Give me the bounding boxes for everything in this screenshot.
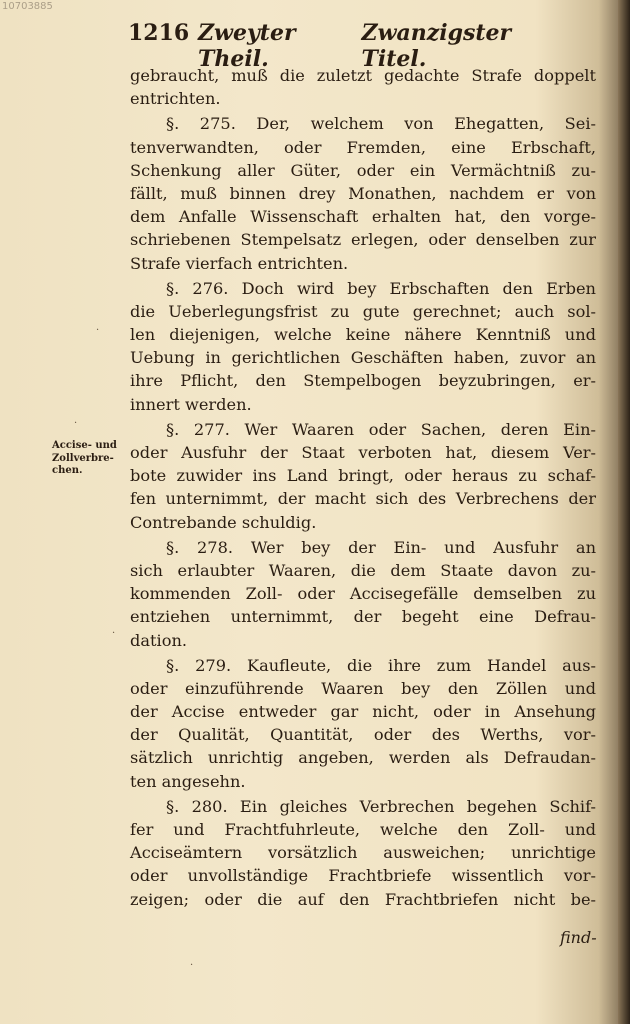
text-line: ten angesehn.: [130, 771, 246, 791]
text-line: fällt, muß binnen drey Monathen, nachdem er von: [130, 183, 596, 203]
text-line: Acciseämtern vorsätzlich ausweichen; unrichtige: [130, 843, 596, 863]
text-line: sich erlaubter Waaren, die dem Staate davon zu-: [130, 560, 596, 580]
text-line: dation.: [130, 630, 188, 650]
text-line: Uebung in gerichtlichen Geschäften haben, zuvor an: [130, 348, 596, 368]
text-line: schriebenen Stempelsatz erlegen, oder denselben zur: [130, 230, 596, 250]
text-line: §. 278. Wer bey der Ein- und Ausfuhr an: [166, 537, 596, 557]
margin-note-line: Accise- und: [52, 440, 117, 451]
text-line: oder unvollständige Frachtbriefe wissentlich vor-: [130, 866, 596, 886]
paragraph: [130, 277, 596, 416]
text-line: innert werden.: [130, 394, 252, 414]
text-line: entziehen unternimmt, der begeht eine Defrau-: [130, 607, 596, 627]
text-line: ihre Pflicht, den Stempelbogen beyzubringen, er-: [130, 371, 596, 391]
text-line: §. 275. Der, welchem von Ehegatten, Sei-: [166, 114, 596, 134]
paragraph: [130, 536, 596, 652]
paragraph: [130, 795, 596, 911]
text-line: der Accise entweder gar nicht, oder in Ansehung: [130, 702, 596, 722]
text-line: entrichten.: [130, 89, 221, 109]
paper-spot: ·: [96, 325, 100, 336]
paper-spot: ·: [112, 628, 116, 639]
page-number: 1216: [128, 20, 190, 46]
running-head-left: Zweyter Theil.: [198, 20, 296, 72]
catalog-number: 10703885: [2, 1, 53, 12]
text-line: dem Anfalle Wissenschaft erhalten hat, den vorge-: [130, 207, 596, 227]
page-edge-shadow: [618, 0, 630, 1024]
text-line: §. 277. Wer Waaren oder Sachen, deren Ein-: [166, 419, 596, 439]
running-head-right: Zwanzigster Titel.: [361, 20, 512, 72]
body-text: [130, 64, 596, 911]
text-line: fer und Frachtfuhrleute, welche den Zoll- und: [130, 820, 596, 839]
text-line: §. 279. Kaufleute, die ihre zum Handel aus-: [166, 655, 596, 675]
paragraph: [130, 418, 596, 534]
text-line: die Ueberlegungsfrist zu gute gerechnet; auch sol-: [130, 301, 596, 321]
text-line: bote zuwider ins Land bringt, oder heraus zu schaf-: [130, 466, 596, 486]
catchword: find-: [560, 928, 597, 947]
text-line: sätzlich unrichtig angeben, werden als Defraudan-: [130, 748, 596, 768]
text-line: §. 280. Ein gleiches Verbrechen begehen Schif-: [166, 796, 596, 816]
paragraph: [130, 654, 596, 793]
text-line: zeigen; oder die auf den Frachtbriefen nicht be-: [130, 889, 596, 909]
text-line: §. 276. Doch wird bey Erbschaften den Erben: [166, 278, 596, 298]
text-line: oder einzuführende Waaren bey den Zöllen und: [130, 678, 596, 698]
margin-note-line: Zollverbre-: [52, 452, 114, 464]
text-line: kommenden Zoll- oder Accisegefälle demselben zu: [130, 584, 596, 604]
text-line: Schenkung aller Güter, oder ein Vermächtniß zu-: [130, 160, 596, 180]
text-line: fen unternimmt, der macht sich des Verbrechens der: [130, 489, 596, 509]
text-line: Contrebande schuldig.: [130, 512, 317, 532]
text-line: tenverwandten, oder Fremden, eine Erbschaft,: [130, 137, 596, 157]
paper-spot: ·: [190, 960, 194, 971]
margin-note: [52, 440, 132, 478]
text-line: len diejenigen, welche keine nähere Kenntniß und: [130, 325, 596, 345]
paper-spot: ·: [74, 418, 78, 429]
text-line: oder Ausfuhr der Staat verboten hat, diesem Ver-: [130, 443, 596, 462]
paragraph: [130, 112, 596, 274]
text-line: Strafe vierfach entrichten.: [130, 253, 349, 273]
text-line: der Qualität, Quantität, oder des Werths, vor-: [130, 725, 596, 745]
paragraph: [130, 64, 596, 110]
margin-note-line: chen.: [52, 465, 83, 476]
text-line: gebraucht, muß die zuletzt gedachte Strafe doppelt: [130, 66, 596, 85]
page-header: [128, 20, 568, 72]
